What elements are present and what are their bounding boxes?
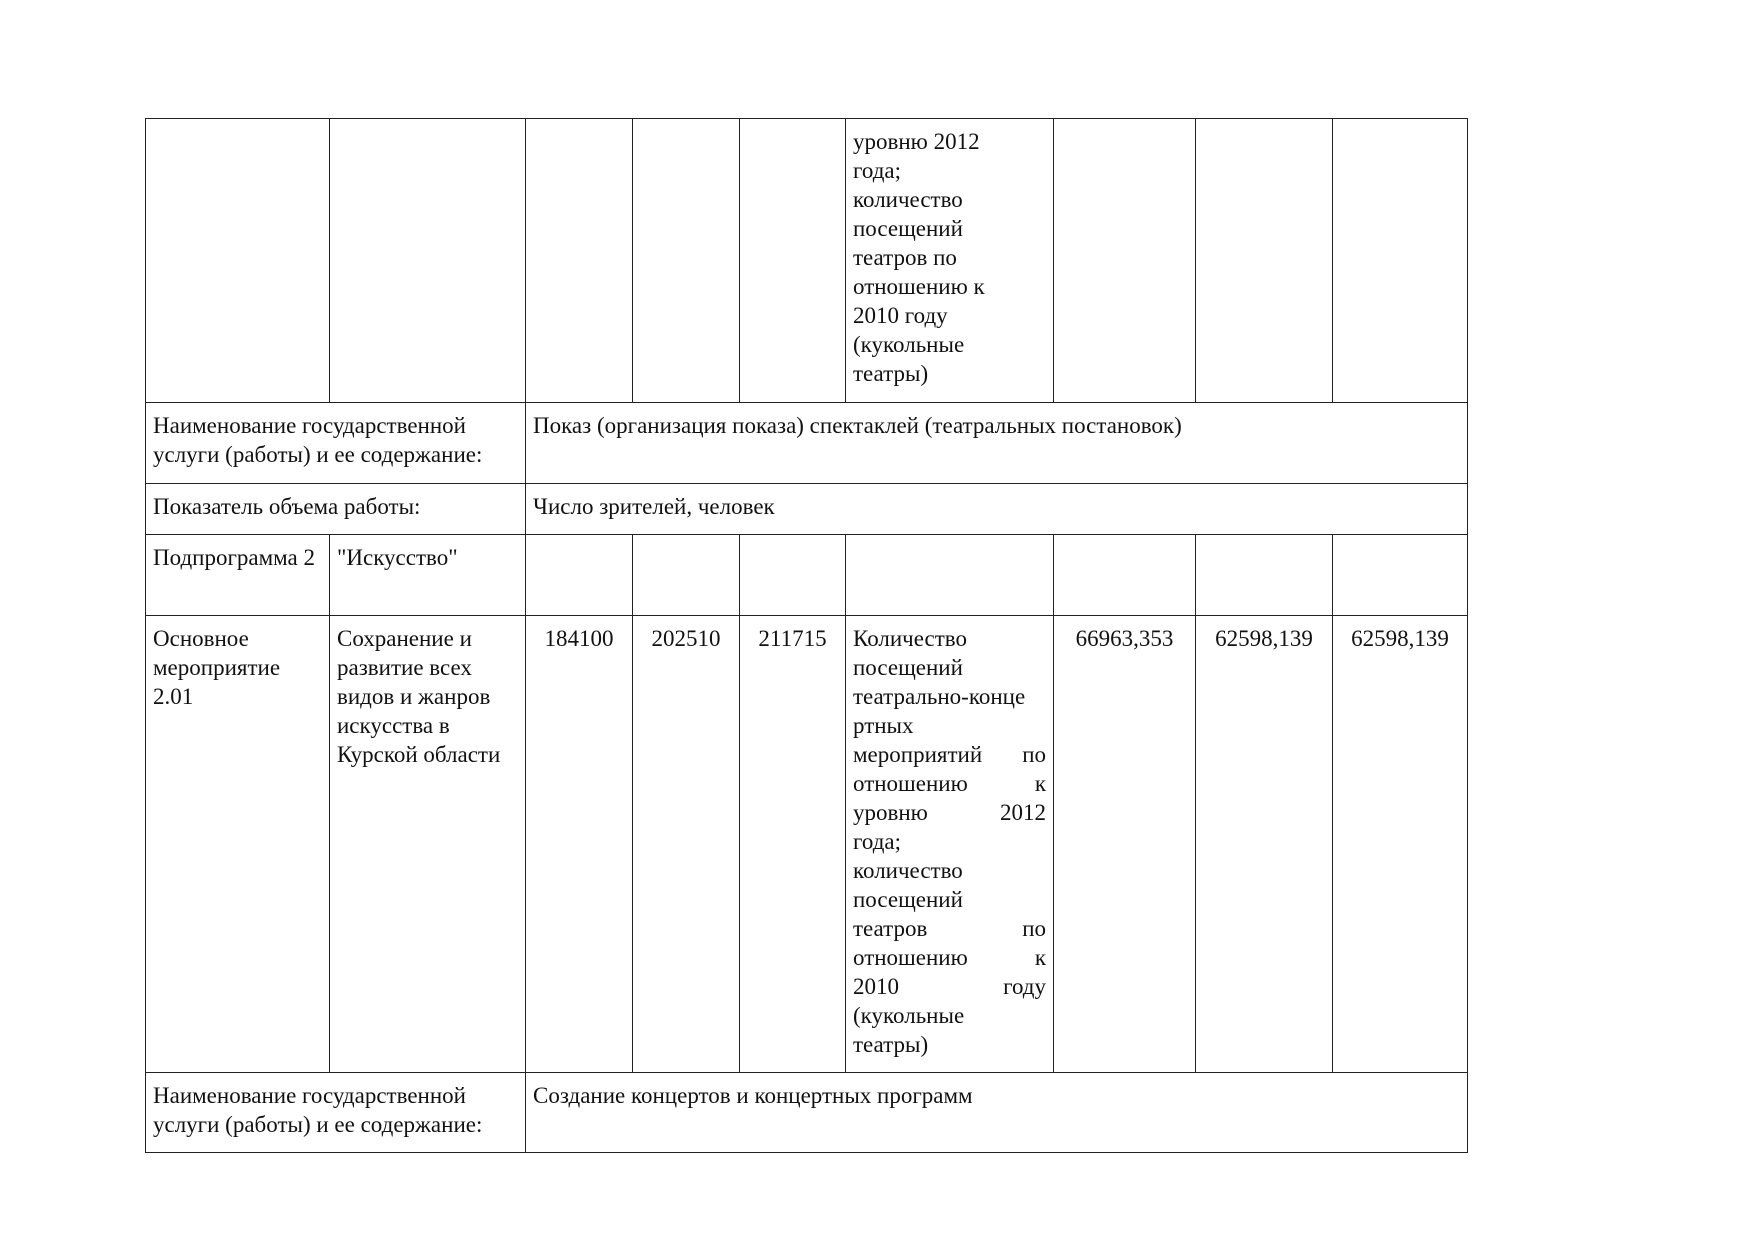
- cell-empty: [633, 535, 740, 616]
- service-label: Наименование государственной услуги (работы) и ее содержание:: [146, 1073, 526, 1153]
- main-activity-label: Основное мероприятие 2.01: [146, 616, 330, 1073]
- activity-value-3: 211715: [740, 616, 846, 1073]
- cell-empty: [330, 119, 526, 403]
- indicator-line: отношению к: [853, 274, 985, 299]
- indicator-cell-main: [846, 616, 1054, 1073]
- table-row-subprogram: [146, 535, 1468, 616]
- service-value: Создание концертов и концертных программ: [526, 1073, 1468, 1153]
- volume-indicator-value: Число зрителей, человек: [526, 484, 1468, 535]
- indicator-line: года;: [853, 158, 901, 183]
- indicator-cell-continuation: [846, 119, 1054, 403]
- indicator-line: уровню 2012: [853, 129, 980, 154]
- cell-empty: [740, 535, 846, 616]
- cell-empty: [1333, 119, 1468, 403]
- indicator-line: ртных: [853, 713, 914, 738]
- volume-indicator-label: Показатель объема работы:: [146, 484, 526, 535]
- indicator-line: года;: [853, 829, 901, 854]
- indicator-line: 2010 году: [853, 974, 1046, 999]
- indicator-line: посещений: [853, 216, 963, 241]
- subprogram-label: Подпрограмма 2: [146, 535, 330, 616]
- indicator-line: посещений: [853, 887, 963, 912]
- indicator-line: отношению к: [853, 945, 1046, 970]
- indicator-line: (кукольные: [853, 1003, 965, 1028]
- table-row-service-1: [146, 403, 1468, 484]
- cell-empty: [1054, 535, 1196, 616]
- table-row-main-activity: [146, 616, 1468, 1073]
- activity-value-1: 184100: [526, 616, 633, 1073]
- cell-empty: [633, 119, 740, 403]
- cell-empty: [1333, 535, 1468, 616]
- service-label: Наименование государственной услуги (работы) и ее содержание:: [146, 403, 526, 484]
- cell-empty: [526, 119, 633, 403]
- indicator-line: театрально-конце: [853, 684, 1026, 709]
- main-activity-description: Сохранение и развитие всех видов и жанров искусства в Курской области: [330, 616, 526, 1073]
- finance-value-1: 66963,353: [1054, 616, 1196, 1073]
- indicator-line: отношению к: [853, 771, 1046, 796]
- cell-empty: [1196, 119, 1333, 403]
- indicator-line: посещений: [853, 655, 963, 680]
- indicator-line: уровню 2012: [853, 800, 1046, 825]
- cell-empty: [1196, 535, 1333, 616]
- service-value: Показ (организация показа) спектаклей (театральных постановок): [526, 403, 1468, 484]
- indicator-line: количество: [853, 858, 963, 883]
- state-program-table: [145, 118, 1468, 1153]
- subprogram-name: "Искусство": [330, 535, 526, 616]
- indicator-line: Количество: [853, 626, 967, 651]
- indicator-line: мероприятий по: [853, 742, 1046, 767]
- indicator-line: театры): [853, 361, 929, 386]
- indicator-line: 2010 году: [853, 303, 948, 328]
- indicator-line: театров по: [853, 916, 1046, 941]
- finance-value-3: 62598,139: [1333, 616, 1468, 1073]
- indicator-line: (кукольные: [853, 332, 965, 357]
- activity-value-2: 202510: [633, 616, 740, 1073]
- table-row-continuation: [146, 119, 1468, 403]
- cell-empty: [846, 535, 1054, 616]
- indicator-line: количество: [853, 187, 963, 212]
- table-row-volume-indicator: [146, 484, 1468, 535]
- cell-empty: [146, 119, 330, 403]
- cell-empty: [740, 119, 846, 403]
- table-row-service-2: [146, 1073, 1468, 1153]
- indicator-line: театры): [853, 1032, 929, 1057]
- cell-empty: [1054, 119, 1196, 403]
- indicator-line: театров по: [853, 245, 957, 270]
- cell-empty: [526, 535, 633, 616]
- finance-value-2: 62598,139: [1196, 616, 1333, 1073]
